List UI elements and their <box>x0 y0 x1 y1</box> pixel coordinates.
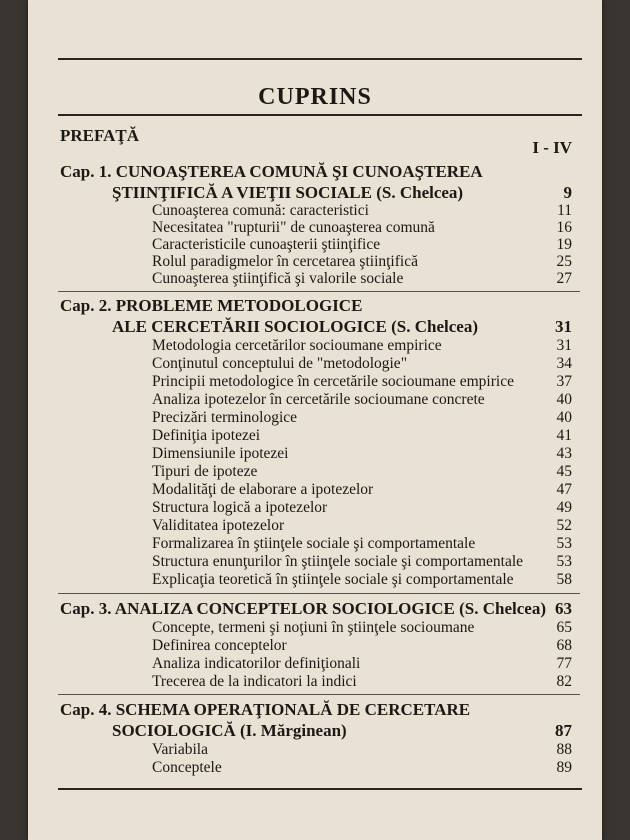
toc-item-label: Cunoaşterea ştiinţifică şi valorile sociale <box>152 270 404 287</box>
prefata-pages: I - IV <box>532 138 572 157</box>
toc-item <box>60 517 572 535</box>
toc-item <box>60 673 572 691</box>
toc-item <box>60 655 572 673</box>
toc-item <box>60 270 572 288</box>
chapter-1-page: 9 <box>563 183 572 202</box>
chapter-1-heading-line2 <box>60 183 572 203</box>
chapter-4-heading-line2 <box>60 721 572 741</box>
toc-item <box>60 202 572 220</box>
toc-item-page: 40 <box>556 391 572 408</box>
toc-item-label: Conţinutul conceptului de "metodologie" <box>152 355 408 372</box>
toc-item-page: 52 <box>556 517 572 534</box>
bottom-rule <box>58 788 582 790</box>
toc-item <box>60 741 572 759</box>
chapter-4-title: Cap. 4. SCHEMA OPERAŢIONALĂ DE CERCETARE <box>60 700 471 719</box>
toc-item <box>60 637 572 655</box>
toc-item <box>60 355 572 373</box>
page-title: CUPRINS <box>258 84 372 110</box>
toc-item-page: 88 <box>556 741 572 758</box>
toc-item-page: 37 <box>556 373 572 390</box>
toc-item-page: 43 <box>556 445 572 462</box>
toc-item <box>60 499 572 517</box>
toc-item-label: Structura logică a ipotezelor <box>152 499 328 516</box>
toc-item-page: 58 <box>556 571 572 588</box>
toc-item-label: Precizări terminologice <box>152 409 298 426</box>
chapter-2-title: Cap. 2. PROBLEME METODOLOGICE <box>60 296 363 315</box>
toc-item <box>60 409 572 427</box>
chapter-3-page: 63 <box>555 599 572 618</box>
toc-item <box>60 236 572 254</box>
toc-item-label: Conceptele <box>152 759 222 776</box>
chapter-4-page: 87 <box>555 721 572 740</box>
toc-item-label: Rolul paradigmelor în cercetarea ştiinţifică <box>152 253 418 270</box>
toc-item-page: 16 <box>556 219 572 236</box>
toc-item-label: Validitatea ipotezelor <box>152 517 285 534</box>
toc-item <box>60 463 572 481</box>
toc-item-page: 27 <box>556 270 572 287</box>
toc-item <box>60 481 572 499</box>
toc-item-label: Dimensiunile ipotezei <box>152 445 289 462</box>
toc-item-label: Formalizarea în ştiinţele sociale şi comportamentale <box>152 535 476 552</box>
chapter-2-heading-line1 <box>60 296 572 316</box>
toc-item-label: Necesitatea "rupturii" de cunoaşterea comună <box>152 219 435 236</box>
toc-item-label: Caracteristicile cunoaşterii ştiinţifice <box>152 236 381 253</box>
toc-item-page: 19 <box>556 236 572 253</box>
toc-item-page: 34 <box>556 355 572 372</box>
toc-item <box>60 759 572 777</box>
top-rule <box>58 58 582 60</box>
chapter-1-title-cont: ŞTIINŢIFICĂ A VIEŢII SOCIALE (S. Chelcea) <box>112 183 464 202</box>
toc-item-label: Tipuri de ipoteze <box>152 463 258 480</box>
toc-item-page: 41 <box>556 427 572 444</box>
toc-item-page: 65 <box>556 619 572 636</box>
toc-item-label: Principii metodologice în cercetările socioumane empirice <box>152 373 514 390</box>
toc-item-label: Definirea conceptelor <box>152 637 287 654</box>
toc-item-page: 45 <box>556 463 572 480</box>
toc-item-page: 89 <box>556 759 572 776</box>
toc-item-label: Metodologia cercetărilor socioumane empirice <box>152 337 442 354</box>
toc-item-label: Trecerea de la indicatori la indici <box>152 673 357 690</box>
chapter-1-heading-line1 <box>60 162 572 182</box>
chapter-3-title: Cap. 3. ANALIZA CONCEPTELOR SOCIOLOGICE (S. Chelcea) <box>60 599 546 618</box>
toc-item <box>60 337 572 355</box>
chapter-4-title-cont: SOCIOLOGICĂ (I. Mărginean) <box>112 721 347 740</box>
toc-item <box>60 219 572 237</box>
chapter-2-title-cont: ALE CERCETĂRII SOCIOLOGICE (S. Chelcea) <box>112 317 479 336</box>
book-page <box>28 0 602 840</box>
toc-item-page: 11 <box>557 202 572 219</box>
toc-item <box>60 535 572 553</box>
toc-item-label: Definiţia ipotezei <box>152 427 261 444</box>
toc-item <box>60 253 572 271</box>
toc-item-page: 82 <box>556 673 572 690</box>
chapter-2-page: 31 <box>555 317 572 336</box>
toc-item-page: 40 <box>556 409 572 426</box>
chapter-1-title: Cap. 1. CUNOAŞTEREA COMUNĂ ŞI CUNOAŞTEREA <box>60 162 483 181</box>
toc-item-label: Analiza ipotezelor în cercetările socioumane concrete <box>152 391 485 408</box>
toc-item <box>60 445 572 463</box>
toc-item-label: Explicaţia teoretică în ştiinţele sociale şi comportamentale <box>152 571 514 588</box>
toc-item-page: 53 <box>556 535 572 552</box>
chapter-3-heading <box>60 599 572 619</box>
toc-item <box>60 553 572 571</box>
toc-item-label: Cunoaşterea comună: caracteristici <box>152 202 369 219</box>
toc-item-page: 77 <box>556 655 572 672</box>
divider <box>58 694 580 695</box>
toc-item-page: 53 <box>556 553 572 570</box>
divider <box>58 291 580 292</box>
toc-item-page: 68 <box>556 637 572 654</box>
toc-item-page: 25 <box>556 253 572 270</box>
toc-prefata <box>60 126 572 146</box>
prefata-label: PREFAŢĂ <box>60 126 140 145</box>
toc-item-page: 47 <box>556 481 572 498</box>
toc-item <box>60 373 572 391</box>
divider <box>58 593 580 594</box>
toc-item-label: Modalităţi de elaborare a ipotezelor <box>152 481 374 498</box>
toc-item <box>60 571 572 589</box>
toc-item-page: 49 <box>556 499 572 516</box>
toc-item-page: 31 <box>556 337 572 354</box>
toc-item <box>60 427 572 445</box>
toc-item-label: Variabila <box>152 741 208 758</box>
toc-item-label: Analiza indicatorilor definiţionali <box>152 655 361 672</box>
chapter-4-heading-line1 <box>60 700 572 720</box>
title-rule <box>58 114 582 116</box>
toc-item-label: Structura enunţurilor în ştiinţele sociale şi comportamentale <box>152 553 524 570</box>
toc-item <box>60 619 572 637</box>
toc-item <box>60 391 572 409</box>
chapter-2-heading-line2 <box>60 317 572 337</box>
toc-item-label: Concepte, termeni şi noţiuni în ştiinţele socioumane <box>152 619 475 636</box>
